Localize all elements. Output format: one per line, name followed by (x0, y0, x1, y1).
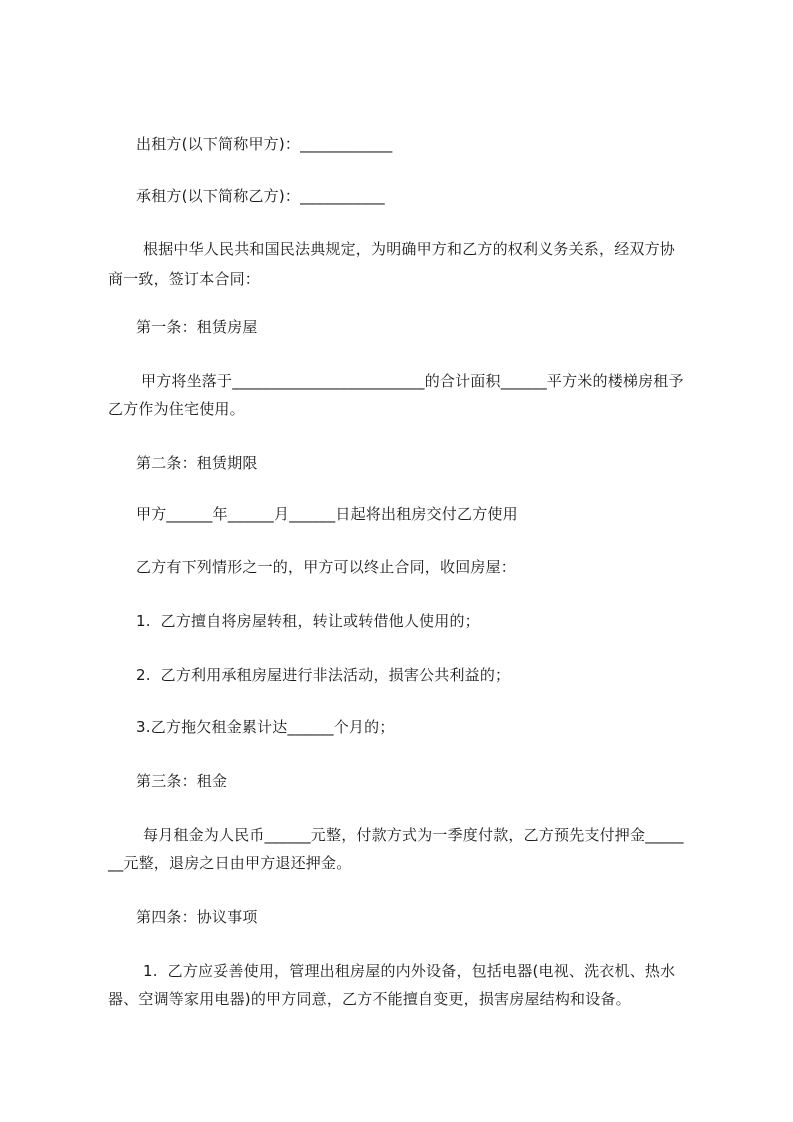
article3-line-2: __元整，退房之日由甲方退还押金。 (108, 854, 352, 872)
termination-item-3: 3.乙方拖欠租金累计达______个月的； (136, 718, 395, 736)
termination-item-1: 1. 乙方擅自将房屋转租，转让或转借他人使用的； (136, 612, 480, 630)
article4-line-2: 器、空调等家用电器)的甲方同意，乙方不能擅自变更，损害房屋结构和设备。 (108, 990, 631, 1008)
lessee-line: 承租方(以下简称乙方)：___________ (136, 187, 385, 205)
article4-title: 第四条：协议事项 (136, 908, 258, 926)
term-line: 甲方______年______月______日起将出租房交付乙方使用 (136, 505, 518, 523)
article4-line-1: 1. 乙方应妥善使用，管理出租房屋的内外设备，包括电器(电视、洗衣机、热水 (143, 962, 676, 980)
preamble-line-2: 商一致，签订本合同： (108, 270, 261, 288)
article3-title: 第三条：租金 (136, 772, 228, 790)
article3-line-1: 每月租金为人民币______元整，付款方式为一季度付款，乙方预先支付押金_____ (143, 826, 684, 844)
lessor-line: 出租方(以下简称甲方)：____________ (136, 135, 393, 153)
article1-line-2: 乙方作为住宅使用。 (108, 400, 245, 418)
termination-item-2: 2. 乙方利用承租房屋进行非法活动，损害公共利益的； (136, 666, 511, 684)
article1-line-1: 甲方将坐落于_________________________的合计面积______平方米的楼梯房租予 (141, 372, 684, 390)
preamble-line-1: 根据中华人民共和国民法典规定，为明确甲方和乙方的权利义务关系，经双方协 (143, 240, 676, 258)
article1-title: 第一条：租赁房屋 (136, 318, 258, 336)
article2-title: 第二条：租赁期限 (136, 454, 258, 472)
termination-intro: 乙方有下列情形之一的，甲方可以终止合同，收回房屋： (136, 558, 517, 576)
